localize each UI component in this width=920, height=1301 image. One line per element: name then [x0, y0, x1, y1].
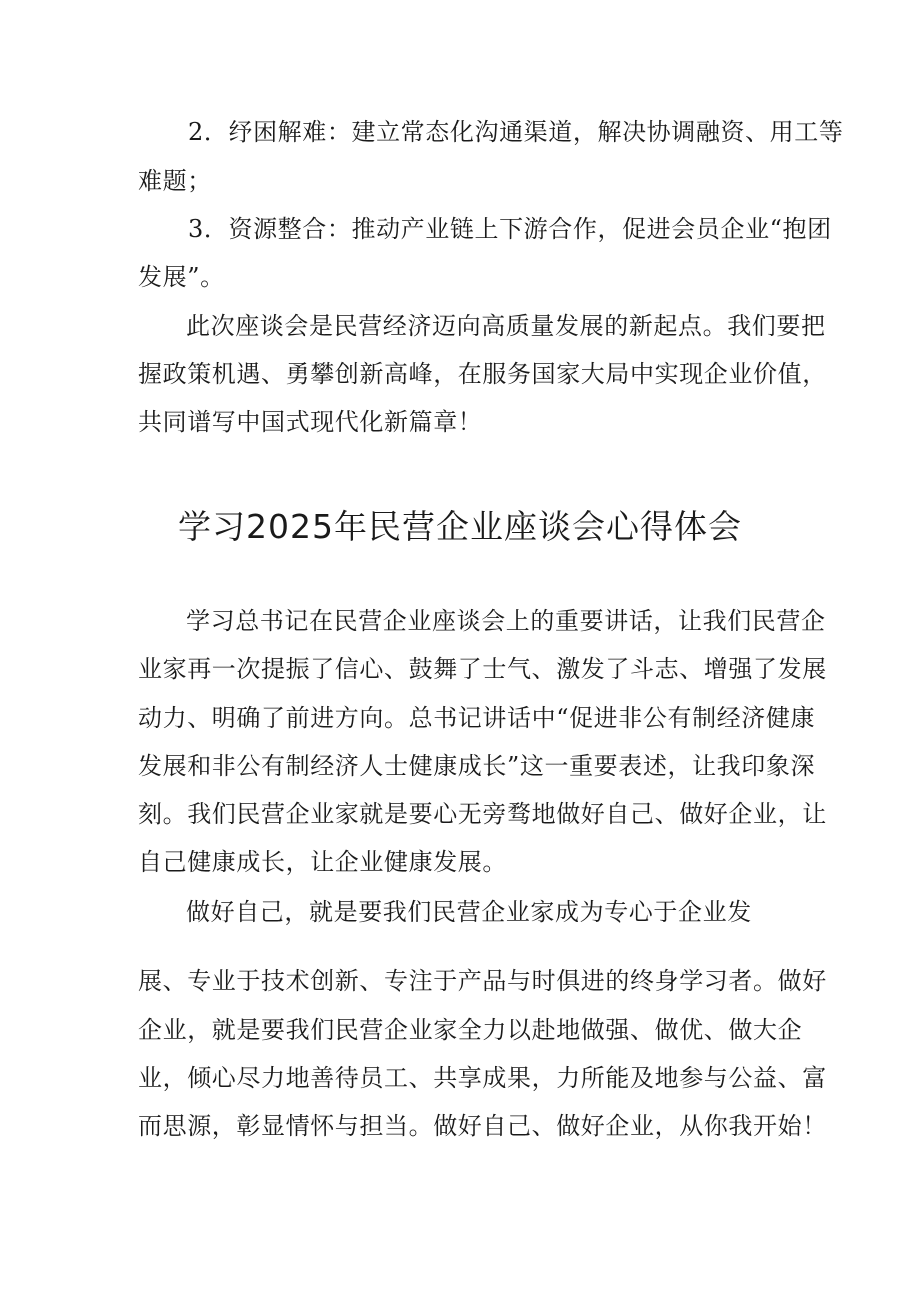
- list-item-2-line-2: 难题；: [138, 167, 212, 195]
- paragraph-1-line-4: 发展和非公有制经济人士健康成长”这一重要表述，让我印象深: [138, 752, 816, 780]
- paragraph-1-line-2: 业家再一次提振了信心、鼓舞了士气、激发了斗志、增强了发展: [138, 655, 827, 683]
- paragraph-2-line-2: 展、专业于技术创新、专注于产品与时俱进的终身学习者。做好: [138, 967, 827, 995]
- closing-paragraph-line-1: 此次座谈会是民营经济迈向高质量发展的新起点。我们要把: [186, 312, 826, 340]
- paragraph-1-line-5: 刻。我们民营企业家就是要心无旁骛地做好自己、做好企业，让: [138, 800, 827, 828]
- paragraph-1-line-1: 学习总书记在民营企业座谈会上的重要讲话，让我们民营企: [186, 607, 826, 635]
- list-item-2-line-1: 2．纾困解难：建立常态化沟通渠道，解决协调融资、用工等: [188, 118, 844, 146]
- closing-paragraph-line-3: 共同谱写中国式现代化新篇章！: [138, 408, 483, 436]
- paragraph-1-line-6: 自己健康成长，让企业健康发展。: [138, 848, 507, 876]
- list-item-3-line-2: 发展”。: [138, 263, 225, 291]
- closing-paragraph-line-2: 握政策机遇、勇攀创新高峰，在服务国家大局中实现企业价值，: [138, 360, 827, 388]
- list-item-3-line-1: 3．资源整合：推动产业链上下游合作，促进会员企业“抱团: [188, 215, 832, 243]
- paragraph-1-line-3: 动力、明确了前进方向。总书记讲话中“促进非公有制经济健康: [138, 704, 816, 732]
- paragraph-2-line-3: 企业，就是要我们民营企业家全力以赴地做强、做优、做大企: [138, 1016, 803, 1044]
- paragraph-2-line-4: 业，倾心尽力地善待员工、共享成果，力所能及地参与公益、富: [138, 1064, 827, 1092]
- paragraph-2-line-1: 做好自己，就是要我们民营企业家成为专心于企业发: [186, 898, 752, 926]
- article-title: 学习2025年民营企业座谈会心得体会: [178, 507, 742, 546]
- paragraph-2-line-5: 而思源，彰显情怀与担当。做好自己、做好企业，从你我开始！: [138, 1112, 827, 1140]
